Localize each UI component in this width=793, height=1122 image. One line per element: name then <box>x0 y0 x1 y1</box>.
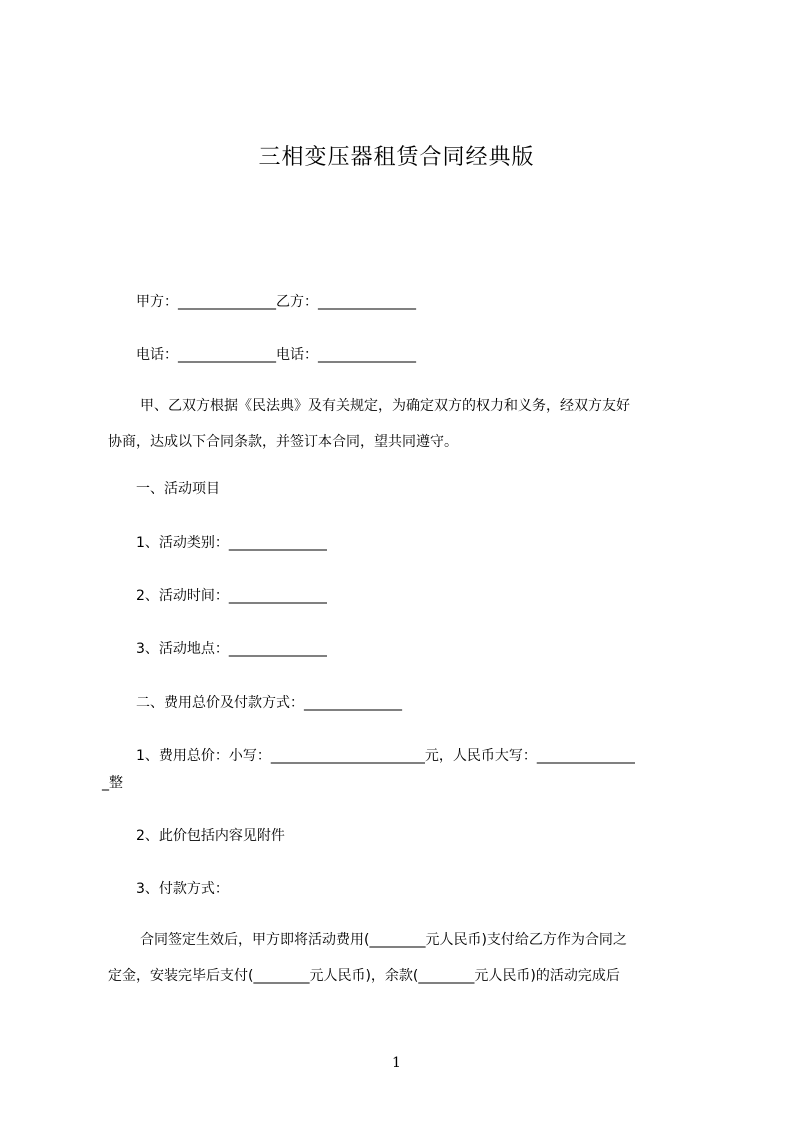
payment-paragraph <box>108 922 718 994</box>
document-title: 三相变压器租赁合同经典版 <box>258 145 535 170</box>
phone-line: 电话：______________电话：______________ <box>136 347 416 363</box>
activity-location-field: 3、活动地点：______________ <box>136 641 327 657</box>
intro-line-1: 甲、乙双方根据《民法典》及有关规定，为确定双方的权力和义务，经双方友好 <box>140 398 630 414</box>
section-heading-activity: 一、活动项目 <box>136 481 220 497</box>
price-includes-note: 2、此价包括内容见附件 <box>136 828 285 844</box>
activity-time-field: 2、活动时间：______________ <box>136 588 327 604</box>
payment-method-heading: 3、付款方式： <box>136 881 229 897</box>
intro-paragraph <box>108 388 708 460</box>
total-price-line: 1、费用总价：小写：______________________元，人民币大写：______________ <box>136 748 635 764</box>
section-heading-fees: 二、费用总价及付款方式：______________ <box>136 695 402 711</box>
payment-line-2: 定金，安装完毕后支付(________元人民币)，余款(________元人民币)的活动完成后 <box>108 968 620 984</box>
payment-line-1: 合同签定生效后，甲方即将活动费用(________元人民币)支付给乙方作为合同之 <box>140 932 627 948</box>
intro-line-2: 协商，达成以下合同条款，并签订本合同，望共同遵守。 <box>108 434 458 450</box>
total-price-line-cont: _整 <box>102 775 123 791</box>
party-line: 甲方：______________乙方：______________ <box>136 294 416 310</box>
activity-type-field: 1、活动类别：______________ <box>136 535 327 551</box>
page-number: 1 <box>392 1055 401 1071</box>
